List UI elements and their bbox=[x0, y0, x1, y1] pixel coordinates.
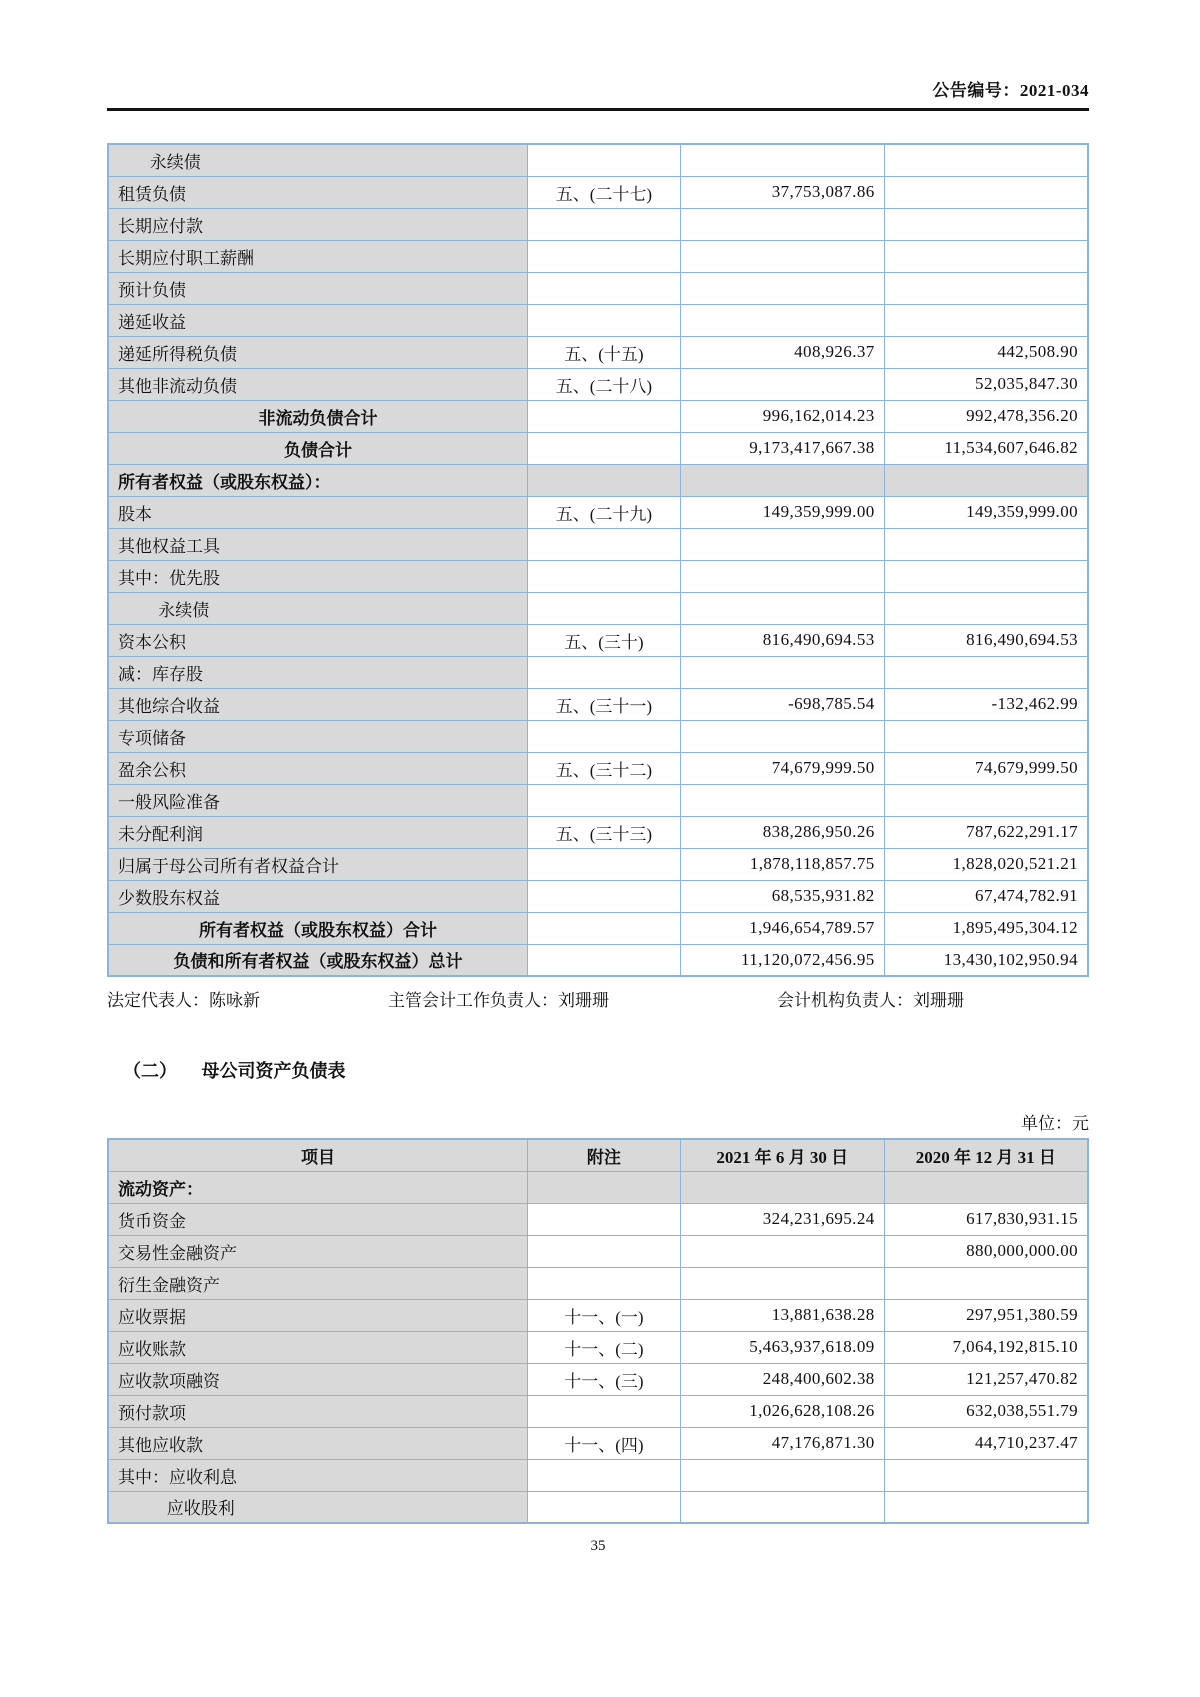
note-cell bbox=[527, 272, 680, 304]
item-label-cell: 所有者权益（或股东权益）合计 bbox=[108, 912, 527, 944]
value-2020-cell bbox=[884, 144, 1088, 176]
table-row bbox=[108, 592, 1088, 624]
value-2020-cell: 632,038,551.79 bbox=[884, 1395, 1088, 1427]
value-2021-cell: 1,026,628,108.26 bbox=[680, 1395, 884, 1427]
value-2021-cell: 13,881,638.28 bbox=[680, 1299, 884, 1331]
value-2021-cell: 47,176,871.30 bbox=[680, 1427, 884, 1459]
col-header-2020: 2020 年 12 月 31 日 bbox=[884, 1139, 1088, 1171]
note-cell bbox=[527, 1171, 680, 1203]
note-cell bbox=[527, 592, 680, 624]
item-label-cell: 股本 bbox=[108, 496, 527, 528]
note-cell bbox=[527, 656, 680, 688]
value-2021-cell bbox=[680, 368, 884, 400]
note-cell bbox=[527, 720, 680, 752]
value-2021-cell bbox=[680, 1235, 884, 1267]
item-label-cell: 应收款项融资 bbox=[108, 1363, 527, 1395]
table-row bbox=[108, 528, 1088, 560]
table-row bbox=[108, 752, 1088, 784]
table-row bbox=[108, 784, 1088, 816]
item-label-cell: 货币资金 bbox=[108, 1203, 527, 1235]
note-cell bbox=[527, 1395, 680, 1427]
value-2020-cell: 1,828,020,521.21 bbox=[884, 848, 1088, 880]
item-label-cell: 专项储备 bbox=[108, 720, 527, 752]
value-2021-cell bbox=[680, 240, 884, 272]
table-header-row bbox=[108, 1139, 1088, 1171]
value-2021-cell: 838,286,950.26 bbox=[680, 816, 884, 848]
note-cell bbox=[527, 912, 680, 944]
value-2020-cell: -132,462.99 bbox=[884, 688, 1088, 720]
table-row bbox=[108, 304, 1088, 336]
section-title: 母公司资产负债表 bbox=[201, 1061, 346, 1081]
parent-balance-sheet-body bbox=[108, 1171, 1088, 1523]
item-label-cell: 盈余公积 bbox=[108, 752, 527, 784]
value-2021-cell: 324,231,695.24 bbox=[680, 1203, 884, 1235]
value-2021-cell: 816,490,694.53 bbox=[680, 624, 884, 656]
item-label-cell: 少数股东权益 bbox=[108, 880, 527, 912]
legal-representative: 法定代表人：陈咏新 bbox=[107, 991, 260, 1010]
note-cell: 五、(三十) bbox=[527, 624, 680, 656]
note-cell bbox=[527, 464, 680, 496]
signature-line bbox=[107, 986, 1089, 1011]
note-cell bbox=[527, 848, 680, 880]
value-2021-cell: 74,679,999.50 bbox=[680, 752, 884, 784]
value-2020-cell bbox=[884, 656, 1088, 688]
unit-label: 单位：元 bbox=[1021, 1114, 1089, 1133]
value-2020-cell bbox=[884, 1491, 1088, 1523]
value-2020-cell: 442,508.90 bbox=[884, 336, 1088, 368]
table-row bbox=[108, 816, 1088, 848]
value-2021-cell bbox=[680, 144, 884, 176]
value-2020-cell: 787,622,291.17 bbox=[884, 816, 1088, 848]
note-cell bbox=[527, 1459, 680, 1491]
note-cell: 十一、(三) bbox=[527, 1363, 680, 1395]
item-label-cell: 所有者权益（或股东权益）： bbox=[108, 464, 527, 496]
table-row bbox=[108, 1171, 1088, 1203]
table-row bbox=[108, 720, 1088, 752]
item-label-cell: 预计负债 bbox=[108, 272, 527, 304]
item-label-cell: 资本公积 bbox=[108, 624, 527, 656]
value-2021-cell bbox=[680, 304, 884, 336]
table-row bbox=[108, 240, 1088, 272]
value-2020-cell: 7,064,192,815.10 bbox=[884, 1331, 1088, 1363]
note-cell: 五、(三十一) bbox=[527, 688, 680, 720]
header-rule bbox=[107, 108, 1089, 111]
item-label-cell: 流动资产： bbox=[108, 1171, 527, 1203]
note-cell: 五、(三十二) bbox=[527, 752, 680, 784]
table-row bbox=[108, 1299, 1088, 1331]
value-2020-cell bbox=[884, 560, 1088, 592]
table-row bbox=[108, 1395, 1088, 1427]
table-row bbox=[108, 272, 1088, 304]
table-row bbox=[108, 1459, 1088, 1491]
item-label-cell: 应收票据 bbox=[108, 1299, 527, 1331]
value-2020-cell: 992,478,356.20 bbox=[884, 400, 1088, 432]
value-2021-cell: 68,535,931.82 bbox=[680, 880, 884, 912]
table-row bbox=[108, 1235, 1088, 1267]
item-label-cell: 永续债 bbox=[108, 144, 527, 176]
note-cell bbox=[527, 944, 680, 976]
value-2021-cell bbox=[680, 560, 884, 592]
table-row bbox=[108, 1491, 1088, 1523]
value-2021-cell bbox=[680, 592, 884, 624]
value-2020-cell: 297,951,380.59 bbox=[884, 1299, 1088, 1331]
table-row bbox=[108, 208, 1088, 240]
item-label-cell: 递延收益 bbox=[108, 304, 527, 336]
item-label-cell: 其他非流动负债 bbox=[108, 368, 527, 400]
consolidated-balance-sheet-table bbox=[107, 143, 1089, 977]
item-label-cell: 其他权益工具 bbox=[108, 528, 527, 560]
item-label-cell: 负债合计 bbox=[108, 432, 527, 464]
item-label-cell: 其中：优先股 bbox=[108, 560, 527, 592]
note-cell: 五、(三十三) bbox=[527, 816, 680, 848]
value-2021-cell bbox=[680, 208, 884, 240]
value-2020-cell bbox=[884, 592, 1088, 624]
value-2021-cell bbox=[680, 784, 884, 816]
value-2020-cell: 74,679,999.50 bbox=[884, 752, 1088, 784]
note-cell: 十一、(一) bbox=[527, 1299, 680, 1331]
value-2021-cell: 996,162,014.23 bbox=[680, 400, 884, 432]
table-row bbox=[108, 368, 1088, 400]
value-2020-cell: 13,430,102,950.94 bbox=[884, 944, 1088, 976]
note-cell bbox=[527, 560, 680, 592]
note-cell bbox=[527, 1235, 680, 1267]
table-row bbox=[108, 144, 1088, 176]
item-label-cell: 归属于母公司所有者权益合计 bbox=[108, 848, 527, 880]
value-2021-cell bbox=[680, 1459, 884, 1491]
table-row bbox=[108, 400, 1088, 432]
announcement-number: 公告编号：2021-034 bbox=[932, 81, 1089, 100]
value-2021-cell: 1,878,118,857.75 bbox=[680, 848, 884, 880]
value-2021-cell: 11,120,072,456.95 bbox=[680, 944, 884, 976]
chief-accounting-officer: 主管会计工作负责人：刘珊珊 bbox=[388, 991, 609, 1010]
item-label-cell: 其中：应收利息 bbox=[108, 1459, 527, 1491]
item-label-cell: 交易性金融资产 bbox=[108, 1235, 527, 1267]
parent-balance-sheet-table bbox=[107, 1138, 1089, 1524]
item-label-cell: 长期应付款 bbox=[108, 208, 527, 240]
value-2020-cell: 121,257,470.82 bbox=[884, 1363, 1088, 1395]
value-2020-cell bbox=[884, 1267, 1088, 1299]
note-cell: 十一、(二) bbox=[527, 1331, 680, 1363]
value-2021-cell: 149,359,999.00 bbox=[680, 496, 884, 528]
page-number: 35 bbox=[590, 1538, 606, 1554]
section-index: （二） bbox=[123, 1061, 177, 1081]
balance-sheet-body bbox=[108, 144, 1088, 976]
table-row bbox=[108, 464, 1088, 496]
value-2020-cell bbox=[884, 1459, 1088, 1491]
col-header-item: 项目 bbox=[108, 1139, 527, 1171]
table-row bbox=[108, 1203, 1088, 1235]
table-row bbox=[108, 432, 1088, 464]
table-row bbox=[108, 1427, 1088, 1459]
value-2021-cell bbox=[680, 720, 884, 752]
note-cell bbox=[527, 304, 680, 336]
note-cell: 五、(十五) bbox=[527, 336, 680, 368]
table-row bbox=[108, 1331, 1088, 1363]
note-cell bbox=[527, 400, 680, 432]
item-label-cell: 长期应付职工薪酬 bbox=[108, 240, 527, 272]
item-label-cell: 减：库存股 bbox=[108, 656, 527, 688]
note-cell bbox=[527, 784, 680, 816]
item-label-cell: 非流动负债合计 bbox=[108, 400, 527, 432]
table-row bbox=[108, 848, 1088, 880]
note-cell bbox=[527, 1491, 680, 1523]
note-cell bbox=[527, 240, 680, 272]
accounting-org-head: 会计机构负责人：刘珊珊 bbox=[777, 991, 964, 1010]
item-label-cell: 负债和所有者权益（或股东权益）总计 bbox=[108, 944, 527, 976]
table-row bbox=[108, 944, 1088, 976]
value-2020-cell: 52,035,847.30 bbox=[884, 368, 1088, 400]
item-label-cell: 衍生金融资产 bbox=[108, 1267, 527, 1299]
note-cell bbox=[527, 528, 680, 560]
value-2021-cell: 1,946,654,789.57 bbox=[680, 912, 884, 944]
value-2021-cell bbox=[680, 1171, 884, 1203]
value-2021-cell bbox=[680, 272, 884, 304]
value-2020-cell: 44,710,237.47 bbox=[884, 1427, 1088, 1459]
table-row bbox=[108, 336, 1088, 368]
value-2020-cell bbox=[884, 528, 1088, 560]
table-row bbox=[108, 1267, 1088, 1299]
value-2020-cell bbox=[884, 720, 1088, 752]
item-label-cell: 递延所得税负债 bbox=[108, 336, 527, 368]
value-2020-cell bbox=[884, 1171, 1088, 1203]
note-cell bbox=[527, 880, 680, 912]
item-label-cell: 未分配利润 bbox=[108, 816, 527, 848]
note-cell bbox=[527, 432, 680, 464]
note-cell bbox=[527, 144, 680, 176]
item-label-cell: 其他综合收益 bbox=[108, 688, 527, 720]
col-header-2021: 2021 年 6 月 30 日 bbox=[680, 1139, 884, 1171]
value-2020-cell bbox=[884, 464, 1088, 496]
table-row bbox=[108, 912, 1088, 944]
value-2020-cell bbox=[884, 176, 1088, 208]
table-row bbox=[108, 1363, 1088, 1395]
note-cell: 五、(二十七) bbox=[527, 176, 680, 208]
value-2021-cell: 5,463,937,618.09 bbox=[680, 1331, 884, 1363]
table-row bbox=[108, 880, 1088, 912]
value-2021-cell bbox=[680, 1267, 884, 1299]
table-row bbox=[108, 656, 1088, 688]
item-label-cell: 预付款项 bbox=[108, 1395, 527, 1427]
value-2021-cell bbox=[680, 1491, 884, 1523]
item-label-cell: 永续债 bbox=[108, 592, 527, 624]
item-label-cell: 应收股利 bbox=[108, 1491, 527, 1523]
value-2021-cell: 408,926.37 bbox=[680, 336, 884, 368]
value-2021-cell: 37,753,087.86 bbox=[680, 176, 884, 208]
item-label-cell: 应收账款 bbox=[108, 1331, 527, 1363]
note-cell bbox=[527, 1203, 680, 1235]
col-header-note: 附注 bbox=[527, 1139, 680, 1171]
item-label-cell: 其他应收款 bbox=[108, 1427, 527, 1459]
value-2020-cell: 149,359,999.00 bbox=[884, 496, 1088, 528]
value-2021-cell bbox=[680, 656, 884, 688]
item-label-cell: 一般风险准备 bbox=[108, 784, 527, 816]
value-2021-cell: 248,400,602.38 bbox=[680, 1363, 884, 1395]
value-2021-cell: -698,785.54 bbox=[680, 688, 884, 720]
item-label-cell: 租赁负债 bbox=[108, 176, 527, 208]
value-2020-cell: 11,534,607,646.82 bbox=[884, 432, 1088, 464]
value-2020-cell: 67,474,782.91 bbox=[884, 880, 1088, 912]
note-cell: 五、(二十九) bbox=[527, 496, 680, 528]
table-row bbox=[108, 624, 1088, 656]
table-row bbox=[108, 560, 1088, 592]
value-2020-cell bbox=[884, 240, 1088, 272]
value-2020-cell bbox=[884, 272, 1088, 304]
value-2020-cell: 816,490,694.53 bbox=[884, 624, 1088, 656]
value-2021-cell: 9,173,417,667.38 bbox=[680, 432, 884, 464]
note-cell bbox=[527, 208, 680, 240]
note-cell: 十一、(四) bbox=[527, 1427, 680, 1459]
section-heading bbox=[107, 1057, 1089, 1083]
value-2020-cell bbox=[884, 784, 1088, 816]
value-2020-cell bbox=[884, 304, 1088, 336]
value-2020-cell: 617,830,931.15 bbox=[884, 1203, 1088, 1235]
note-cell: 五、(二十八) bbox=[527, 368, 680, 400]
value-2021-cell bbox=[680, 528, 884, 560]
table-row bbox=[108, 496, 1088, 528]
table-row bbox=[108, 688, 1088, 720]
note-cell bbox=[527, 1267, 680, 1299]
table-row bbox=[108, 176, 1088, 208]
value-2020-cell bbox=[884, 208, 1088, 240]
value-2020-cell: 1,895,495,304.12 bbox=[884, 912, 1088, 944]
value-2020-cell: 880,000,000.00 bbox=[884, 1235, 1088, 1267]
value-2021-cell bbox=[680, 464, 884, 496]
